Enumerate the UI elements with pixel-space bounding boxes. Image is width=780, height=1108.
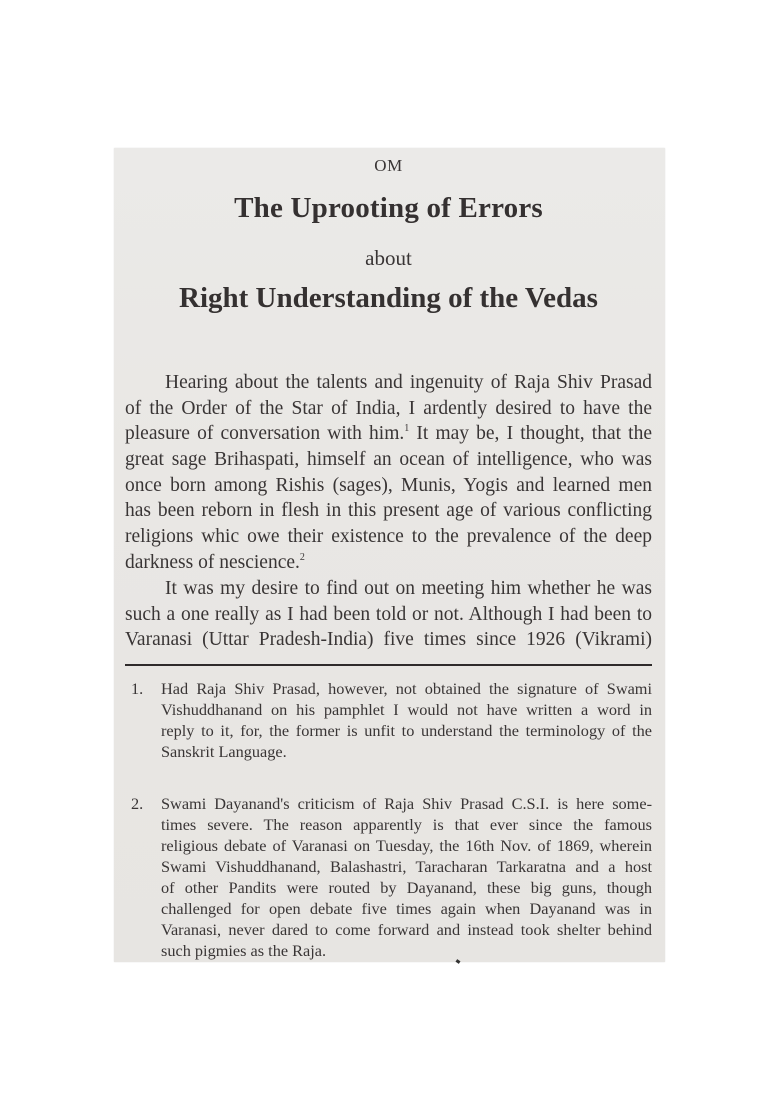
footnote-line: Varanasi, never dared to come forward and instead took shelter behind	[161, 920, 652, 939]
scanned-book-page	[114, 148, 665, 962]
footnote-ref-2[interactable]: 2	[299, 551, 305, 563]
footnote-line: Swami Vishuddhanand, Balashastri, Taracharan Tarkaratna and a host	[161, 857, 652, 876]
footnote-ref-1[interactable]: 1	[404, 423, 410, 435]
footnote-line: such pigmies as the Raja.	[161, 941, 327, 960]
footnote-line: Swami Dayanand's criticism of Raja Shiv Prasad C.S.I. is here some-	[161, 794, 652, 813]
paragraph-1	[125, 370, 652, 576]
text-line-with-footnote	[125, 421, 652, 447]
text-fragment: darkness of nescience.	[125, 551, 300, 573]
footnote-line: reply to it, for, the former is unfit to understand the terminology of the	[161, 721, 652, 740]
text-line: It was my desire to find out on meeting him whether he was	[165, 578, 652, 599]
text-line: once born among Rishis (sages), Munis, Yogis and learned men	[125, 474, 652, 496]
page-title: The Uprooting of Errors	[234, 192, 543, 224]
invocation-heading: OM	[374, 156, 403, 175]
text-line-with-footnote	[125, 550, 652, 576]
text-fragment: It may be, I thought, that the	[409, 423, 652, 445]
text-fragment: pleasure of conversation with him.	[125, 423, 405, 445]
page-subtitle: Right Understanding of the Vedas	[179, 282, 598, 314]
title-connector: about	[365, 246, 412, 270]
footnote-line: challenged for open debate five times again when Dayanand was in	[161, 899, 652, 918]
text-line: Hearing about the talents and ingenuity of Raja Shiv Prasad	[165, 372, 652, 393]
paragraph-2	[125, 576, 652, 653]
footnote-divider	[125, 664, 652, 666]
text-line: Varanasi (Uttar Pradesh-India) five times since 1926 (Vikrami)	[125, 629, 652, 651]
footnote-line: of other Pandits were routed by Dayanand, these big guns, though	[161, 878, 652, 897]
footnote-line: Sanskrit Language.	[161, 742, 287, 761]
footnote-line: Vishuddhanand on his pamphlet I would not have written a word in	[161, 700, 652, 719]
text-line: religions whic owe their existence to the prevalence of the deep	[125, 526, 652, 548]
footnote-text	[161, 678, 652, 762]
text-line: of the Order of the Star of India, I ardently desired to have the	[125, 397, 652, 419]
footnote-number: 1.	[131, 679, 144, 698]
footnote-text	[161, 793, 652, 961]
footnote-number: 2.	[131, 794, 144, 813]
text-line: has been reborn in flesh in this present age of various conflicting	[125, 500, 652, 522]
footnote-line: religious debate of Varanasi on Tuesday, the 16th Nov. of 1869, wherein	[161, 836, 652, 855]
text-line: such a one really as I had been told or not. Although I had been to	[125, 603, 652, 625]
text-line: great sage Brihaspati, himself an ocean of intelligence, who was	[125, 449, 652, 471]
footnote-line: Had Raja Shiv Prasad, however, not obtained the signature of Swami	[161, 679, 652, 698]
footnote-line: times severe. The reason apparently is that ever since the famous	[161, 815, 652, 834]
